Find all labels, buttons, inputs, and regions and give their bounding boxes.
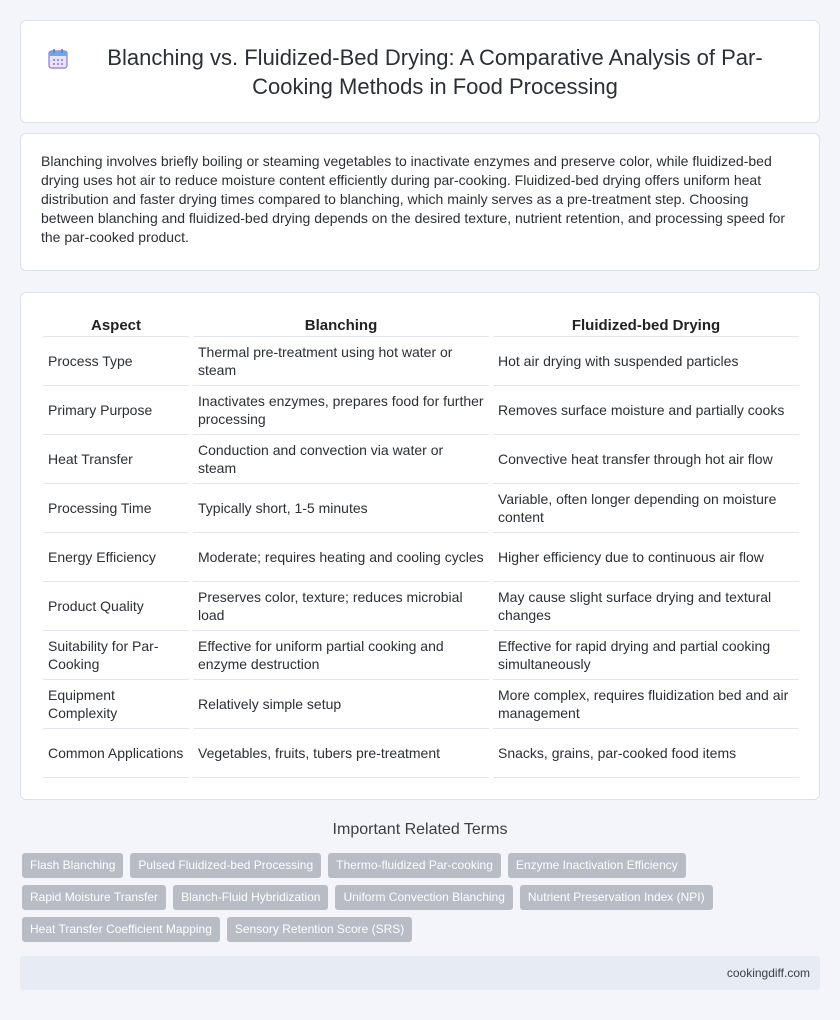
related-term-tag[interactable]: Nutrient Preservation Index (NPI): [520, 885, 713, 910]
table-cell-aspect: Common Applications: [43, 729, 189, 778]
table-cell-aspect: Heat Transfer: [43, 435, 189, 484]
related-term-tag[interactable]: Heat Transfer Coefficient Mapping: [22, 917, 220, 942]
table-cell-fluidized: Variable, often longer depending on moisture content: [493, 484, 799, 533]
table-cell-aspect: Suitability for Par-Cooking: [43, 631, 189, 680]
table-header-row: [43, 311, 799, 337]
table-cell-fluidized: Snacks, grains, par-cooked food items: [493, 729, 799, 778]
table-row: [43, 533, 799, 582]
column-header: Blanching: [193, 311, 489, 337]
comparison-table-card: [20, 292, 820, 800]
related-term-tag[interactable]: Rapid Moisture Transfer: [22, 885, 166, 910]
column-header: Aspect: [43, 311, 189, 337]
comparison-table: [39, 311, 803, 778]
table-row: [43, 582, 799, 631]
table-cell-blanching: Vegetables, fruits, tubers pre-treatment: [193, 729, 489, 778]
table-cell-blanching: Inactivates enzymes, prepares food for further processing: [193, 386, 489, 435]
table-cell-blanching: Relatively simple setup: [193, 680, 489, 729]
page-title: Blanching vs. Fluidized-Bed Drying: A Comparative Analysis of Par-Cooking Methods in Food Processing: [107, 44, 763, 99]
table-cell-fluidized: Removes surface moisture and partially cooks: [493, 386, 799, 435]
related-term-tag[interactable]: Thermo-fluidized Par-cooking: [328, 853, 501, 878]
footer-site-link[interactable]: cookingdiff.com: [726, 966, 810, 980]
title-card: [20, 20, 820, 123]
table-cell-blanching: Moderate; requires heating and cooling cycles: [193, 533, 489, 582]
table-row: [43, 337, 799, 386]
table-cell-blanching: Thermal pre-treatment using hot water or steam: [193, 337, 489, 386]
table-cell-blanching: Preserves color, texture; reduces microbial load: [193, 582, 489, 631]
table-row: [43, 484, 799, 533]
table-cell-fluidized: May cause slight surface drying and textural changes: [493, 582, 799, 631]
related-term-tag[interactable]: Pulsed Fluidized-bed Processing: [130, 853, 321, 878]
table-cell-aspect: Process Type: [43, 337, 189, 386]
table-cell-blanching: Conduction and convection via water or steam: [193, 435, 489, 484]
table-cell-aspect: Product Quality: [43, 582, 189, 631]
related-terms-list: [22, 853, 822, 942]
related-term-tag[interactable]: Flash Blanching: [22, 853, 123, 878]
table-cell-aspect: Primary Purpose: [43, 386, 189, 435]
table-cell-blanching: Effective for uniform partial cooking and enzyme destruction: [193, 631, 489, 680]
table-cell-fluidized: Effective for rapid drying and partial cooking simultaneously: [493, 631, 799, 680]
intro-paragraph: Blanching involves briefly boiling or steaming vegetables to inactivate enzymes and preserve color, while fluidized-bed drying uses hot air to reduce moisture content efficiently during par-cooking. Fluidized-bed drying offers uniform heat distribution and faster drying times compared to blanching, which mainly serves as a pre-treatment step. Choosing between blanching and fluidized-bed drying depends on the desired texture, nutrient retention, and processing speed for the par-cooked product.: [41, 153, 786, 245]
intro-card: [20, 133, 820, 271]
table-cell-fluidized: Higher efficiency due to continuous air flow: [493, 533, 799, 582]
footer: [20, 956, 820, 990]
table-cell-fluidized: More complex, requires fluidization bed and air management: [493, 680, 799, 729]
related-term-tag[interactable]: Sensory Retention Score (SRS): [227, 917, 412, 942]
related-terms-heading: Important Related Terms: [332, 821, 508, 838]
table-row: [43, 435, 799, 484]
table-cell-blanching: Typically short, 1-5 minutes: [193, 484, 489, 533]
table-row: [43, 680, 799, 729]
related-term-tag[interactable]: Blanch-Fluid Hybridization: [173, 885, 328, 910]
related-term-tag[interactable]: Enzyme Inactivation Efficiency: [508, 853, 686, 878]
table-cell-fluidized: Hot air drying with suspended particles: [493, 337, 799, 386]
table-row: [43, 386, 799, 435]
table-row: [43, 631, 799, 680]
related-term-tag[interactable]: Uniform Convection Blanching: [335, 885, 512, 910]
column-header: Fluidized-bed Drying: [493, 311, 799, 337]
table-cell-aspect: Processing Time: [43, 484, 189, 533]
table-cell-aspect: Energy Efficiency: [43, 533, 189, 582]
table-cell-fluidized: Convective heat transfer through hot air flow: [493, 435, 799, 484]
table-cell-aspect: Equipment Complexity: [43, 680, 189, 729]
table-row: [43, 729, 799, 778]
